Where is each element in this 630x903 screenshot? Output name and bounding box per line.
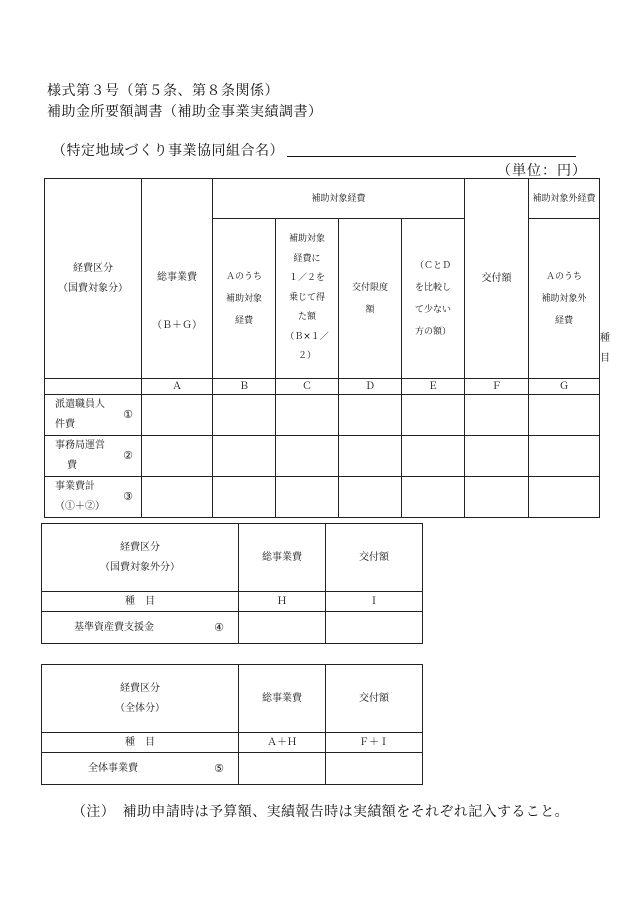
- category-header: 経費区分: [120, 541, 160, 553]
- row-label-cell: [42, 753, 239, 785]
- input-cell[interactable]: [529, 395, 600, 436]
- input-cell[interactable]: [276, 477, 339, 518]
- col-b-line: 経費: [234, 315, 253, 326]
- footnote: （注） 補助申請時は予算額、実績報告時は実績額をそれぞれ記入すること。: [72, 804, 569, 820]
- category-header: 経費区分: [73, 262, 113, 274]
- row-label-cell: [45, 477, 142, 518]
- row-number: ③: [123, 490, 133, 503]
- row-number: ①: [123, 408, 133, 421]
- subsidy-eligible-header: 補助対象経費: [213, 179, 465, 219]
- input-cell[interactable]: [213, 436, 276, 477]
- row-number: ⑤: [214, 761, 224, 775]
- row-label: 費: [67, 460, 77, 471]
- letter-blank: [45, 379, 142, 395]
- col-c-line: 補助対象: [288, 234, 325, 245]
- input-cell[interactable]: [402, 395, 465, 436]
- col-g-line: 経費: [555, 315, 574, 326]
- category-header-sub: （国費対象分）: [58, 282, 128, 294]
- row-label-cell: [42, 612, 239, 644]
- row-label-cell: [45, 395, 142, 436]
- col-e-line: て少ない: [415, 304, 452, 315]
- col-b-header: [213, 219, 276, 379]
- input-cell[interactable]: [339, 477, 402, 518]
- col-d-header: [339, 219, 402, 379]
- input-cell[interactable]: [402, 436, 465, 477]
- ineligible-label: 補助対象外経費: [532, 193, 596, 204]
- col-e-line: を比較し: [415, 282, 452, 293]
- input-cell[interactable]: [339, 436, 402, 477]
- col-e-line: 方の額）: [415, 326, 452, 337]
- col-c-line: 経費に: [293, 253, 321, 264]
- col-b-line: 補助対象: [225, 293, 262, 304]
- col-c-line: た額: [297, 312, 316, 323]
- input-cell[interactable]: [529, 477, 600, 518]
- organization-label: （特定地域づくり事業協同組合名）: [52, 143, 284, 159]
- total-cost-header: 総事業費: [239, 665, 326, 733]
- col-d-line: 交付限度: [351, 282, 388, 293]
- col-c-header: [276, 219, 339, 379]
- letter-a: Ａ: [142, 379, 213, 395]
- col-e-header: [402, 219, 465, 379]
- table-row: [45, 436, 600, 477]
- input-cell[interactable]: [326, 753, 423, 785]
- category-header: 経費区分: [120, 682, 160, 694]
- row-label: 基準資産費支援金: [74, 621, 154, 633]
- letter-i: Ｉ: [326, 592, 423, 612]
- grant-amount-header: 交付額: [326, 665, 423, 733]
- unit-label: （単位：円）: [497, 163, 587, 179]
- total-cost-header: 総事業費: [239, 524, 326, 592]
- col-g-line: 補助対象外: [541, 293, 587, 304]
- row-label: 全体事業費: [88, 762, 138, 774]
- category-header-cell: [45, 179, 142, 379]
- type-label: 種 目: [42, 733, 239, 753]
- category-header-sub: （国費対象外分）: [100, 561, 180, 573]
- table-row: [42, 753, 423, 785]
- letter-h: Ｈ: [239, 592, 326, 612]
- input-cell[interactable]: [465, 477, 529, 518]
- table-row: [42, 612, 423, 644]
- col-g-line: Ａのうち: [546, 271, 583, 282]
- main-expense-table: 経費区分 （国費対象分） 総事業費 （Ｂ＋Ｇ） 補助対象経費 交付額 補助対象外経費 Ａのうち 補助対象 経費 補助対象 経費に １／２を 乗じて得 た額 （Ｂ×１／ ２） 交付限度 額 （ＣとＤ を比較し て少ない 方の額） Ａのうち 補助対象外 経費 種 目 Ａ Ｂ Ｃ Ｄ Ｅ Ｆ Ｇ 派遣職員人 件費 ① 事務局運営 費 ② 事業費計 （①＋②） ③: [44, 178, 600, 518]
- input-cell[interactable]: [339, 395, 402, 436]
- input-cell[interactable]: [142, 477, 213, 518]
- grant-amount-header: 交付額: [465, 179, 529, 379]
- input-cell[interactable]: [276, 436, 339, 477]
- input-cell[interactable]: [239, 753, 326, 785]
- total-cost-formula: （Ｂ＋Ｇ）: [152, 319, 202, 331]
- input-cell[interactable]: [142, 436, 213, 477]
- formula-f-plus-i: Ｆ＋Ｉ: [326, 733, 423, 753]
- type-label: 種 目: [42, 592, 239, 612]
- non-national-expense-table: [41, 523, 423, 644]
- input-cell[interactable]: [465, 436, 529, 477]
- organization-name-field[interactable]: [287, 156, 576, 157]
- input-cell[interactable]: [142, 395, 213, 436]
- table-row: [45, 395, 600, 436]
- input-cell[interactable]: [465, 395, 529, 436]
- row-label: 派遣職員人: [55, 399, 105, 410]
- input-cell[interactable]: [239, 612, 326, 644]
- category-header-cell: [42, 665, 239, 733]
- letter-g: Ｇ: [529, 379, 600, 395]
- row-label: 事務局運営: [55, 440, 105, 451]
- col-e-line: （ＣとＤ: [415, 260, 452, 271]
- col-b-line: Ａのうち: [225, 271, 262, 282]
- letter-f: Ｆ: [465, 379, 529, 395]
- row-label: 事業費計: [55, 481, 95, 492]
- grant-amount-header: 交付額: [326, 524, 423, 592]
- document-title: 補助金所要額調書（補助金事業実績調書）: [47, 104, 323, 120]
- letter-c: Ｃ: [276, 379, 339, 395]
- ineligible-header: [529, 179, 600, 219]
- total-cost-label: 総事業費: [157, 271, 197, 283]
- input-cell[interactable]: [529, 436, 600, 477]
- row-label: （①＋②）: [55, 501, 105, 512]
- table-row: [45, 477, 600, 518]
- input-cell[interactable]: [402, 477, 465, 518]
- category-header-sub: （全体分）: [115, 702, 165, 714]
- total-expense-table: [41, 664, 423, 785]
- col-g-header: [529, 219, 600, 379]
- category-header-cell: [42, 524, 239, 592]
- letter-d: Ｄ: [339, 379, 402, 395]
- col-d-line: 額: [365, 304, 375, 315]
- form-number: 様式第３号（第５条、第８条関係）: [47, 83, 279, 99]
- letter-e: Ｅ: [402, 379, 465, 395]
- input-cell[interactable]: [213, 477, 276, 518]
- input-cell[interactable]: [213, 395, 276, 436]
- col-c-line: １／２を: [288, 273, 325, 284]
- row-label-cell: [45, 436, 142, 477]
- row-number: ②: [123, 449, 133, 462]
- col-c-line: 乗じて得: [288, 292, 325, 303]
- input-cell[interactable]: [326, 612, 423, 644]
- total-cost-header: [142, 179, 213, 379]
- input-cell[interactable]: [276, 395, 339, 436]
- formula-a-plus-h: Ａ＋Ｈ: [239, 733, 326, 753]
- letter-b: Ｂ: [213, 379, 276, 395]
- row-number: ④: [214, 620, 224, 634]
- col-c-line: ２）: [297, 351, 316, 362]
- col-c-line: （Ｂ×１／: [285, 331, 329, 342]
- row-label: 件費: [55, 419, 75, 430]
